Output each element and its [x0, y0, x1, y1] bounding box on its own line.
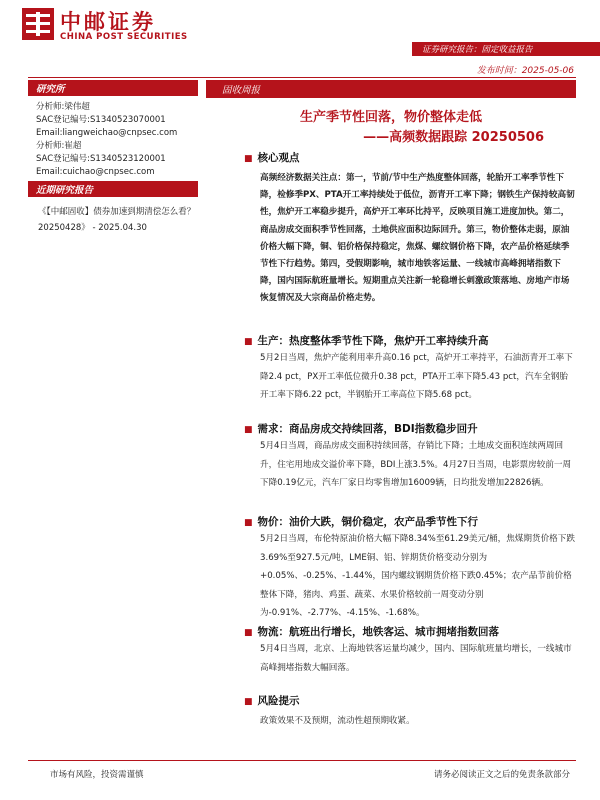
- bullet-icon: ■: [244, 628, 253, 638]
- section-heading-risk: ■ 风险提示: [244, 695, 300, 707]
- report-category: 固收周报: [222, 85, 261, 96]
- analyst-email[interactable]: Email:liangweichao@cnpsec.com: [36, 128, 178, 138]
- section-text-risk: 政策效果不及预期，流动性超预期收紧。: [260, 716, 415, 726]
- research-label-bar: [28, 80, 198, 96]
- analyst-line: SAC登记编号:S1340523070001: [36, 115, 166, 125]
- section-heading-core: ■ 核心观点: [244, 152, 300, 164]
- report-title: 生产季节性回落，物价整体走低: [299, 110, 482, 125]
- logo-icon: [22, 8, 54, 40]
- logo-chinese: 中邮证券: [60, 9, 156, 34]
- logo-english: CHINA POST SECURITIES: [60, 32, 188, 42]
- section-heading-logistics: ■ 物流：航班出行增长，地铁客运、城市拥堵指数回落: [244, 626, 500, 638]
- bullet-icon: ■: [244, 425, 253, 435]
- report-category-bar: [206, 80, 576, 98]
- recent-report-link[interactable]: 《【中邮固收】债券加速到期清偿怎么看？20250428》 - 2025.04.30: [38, 207, 196, 233]
- bullet-icon: ■: [244, 337, 253, 347]
- recent-reports-label-bar: [28, 181, 198, 197]
- analyst-email[interactable]: Email:cuichao@cnpsec.com: [36, 167, 155, 177]
- section-heading-demand: ■ 需求：商品房成交持续回落，BDI指数稳步回升: [244, 423, 478, 435]
- section-text-production: 5月2日当周，焦炉产能利用率升高0.16 pct，高炉开工率持平，石油沥青开工率下降2.4 pct，PX开工率低位微升0.38 pct，PTA开工率下降5.43 pct，汽车全钢胎开工率下降6.22 pct，半钢胎开工率高位下降5.68 pct。: [260, 353, 573, 401]
- bullet-icon: ■: [244, 697, 253, 707]
- section-text-core: 高频经济数据关注点：第一，节前/节中生产热度整体回落，轮胎开工率季节性下降，检修季PX、PTA开工率持续处于低位，沥青开工率下降；钢铁生产保持较高韧性，焦炉开工率稳步提升，高炉开工率环比持平，反映项目施工进度加快。第二，商品房成交面积季节性回落，土地供应面积边际回升。第三，物价整体走弱，原油价格大幅下降，铜、铝价格保持稳定，焦煤、螺纹钢价格下降，农产品价格延续季节性下行趋势。第四，受假期影响，城市地铁客运量、一线城市高峰拥堵指数下降，国内国际航班量增长。短期重点关注新一轮稳增长刺激政策落地、房地产市场恢复情况及大宗商品价格走势。: [260, 173, 575, 304]
- section-text-prices: 5月2日当周，布伦特原油价格大幅下降8.34%至61.29美元/桶，焦煤期货价格下跌3.69%至927.5元/吨，LME铜、铝、锌期货价格变动分别为+0.05%、-0.25%、-1.44%，国内螺纹钢期货价格下跌0.45%；农产品节前价格整体下降，猪肉、鸡蛋、蔬菜、水果价格较前一周变动分别为-0.91%、-2.77%、-4.15%、-1.68%。: [260, 534, 575, 619]
- analyst-line: SAC登记编号:S1340523120001: [36, 154, 166, 164]
- publish-date: 发布时间：2025-05-06: [476, 66, 574, 76]
- analyst-line: 分析师:崔超: [36, 141, 82, 151]
- report-subtitle: ——高频数据跟踪 20250506: [363, 130, 544, 145]
- section-heading-production: ■ 生产：热度整体季节性下降，焦炉开工率持续升高: [244, 335, 489, 347]
- report-type-bar: [412, 42, 600, 56]
- footer-risk-notice: 市场有风险，投资需谨慎: [50, 770, 144, 780]
- section-text-logistics: 5月4日当周，北京、上海地铁客运量均减少，国内、国际航班量均增长，一线城市高峰拥堵指数大幅回落。: [260, 644, 572, 673]
- bullet-icon: ■: [244, 154, 253, 164]
- footer-disclaimer-notice: 请务必阅读正文之后的免责条款部分: [433, 770, 570, 780]
- section-text-demand: 5月4日当周，商品房成交面积持续回落，存销比下降；土地成交面积连续两周回升，住宅用地成交溢价率下降，BDI上涨3.5%。4月27日当周，电影票房较前一周下降0.19亿元，汽车厂家日均零售增加16009辆，日均批发增加22826辆。: [260, 441, 572, 489]
- footer-divider: [28, 760, 576, 761]
- research-label: 研究所: [36, 84, 65, 95]
- header-divider: [28, 77, 576, 78]
- bullet-icon: ■: [244, 518, 253, 528]
- section-heading-prices: ■ 物价：油价大跌，铜价稳定，农产品季节性下行: [244, 516, 479, 528]
- recent-reports-label: 近期研究报告: [36, 185, 94, 196]
- report-type: 证券研究报告：固定收益报告: [422, 45, 533, 55]
- analyst-line: 分析师:梁伟超: [36, 102, 90, 112]
